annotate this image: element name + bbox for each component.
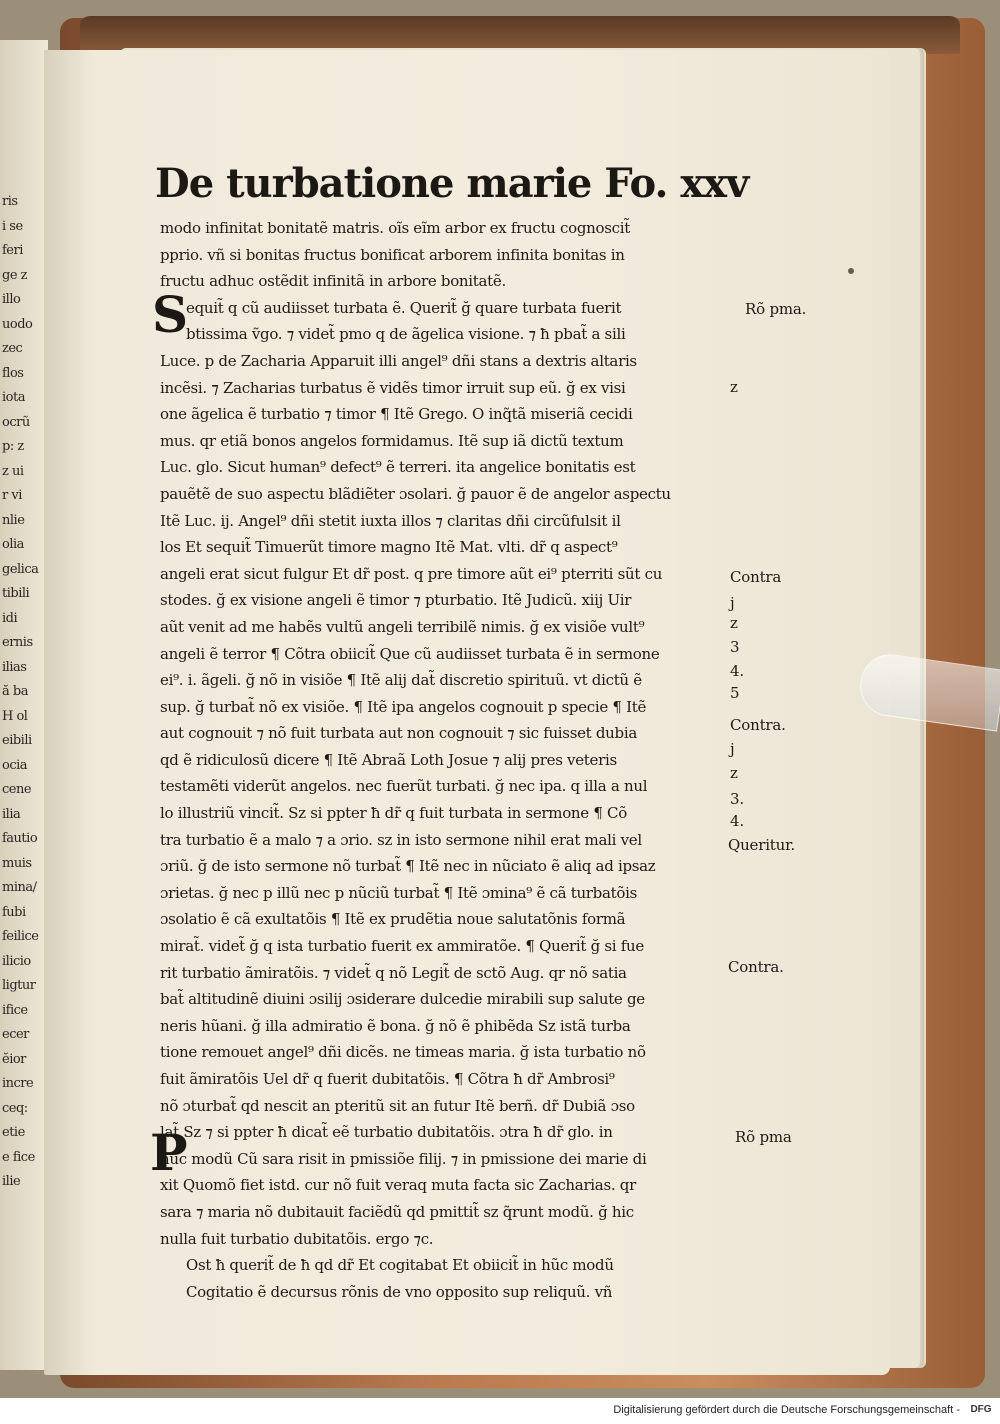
left-page-line: mina/: [2, 880, 37, 895]
margin-note: Contra.: [730, 716, 786, 734]
body-text: [160, 215, 730, 1305]
text-line: nulla fuit turbatio dubitatõis. ergo ⁊c.: [160, 1229, 434, 1248]
text-line: stodes. ğ ex visione angeli ẽ timor ⁊ pturbatio. Itẽ Judicũ. xiij Uir: [160, 591, 632, 610]
margin-note: z: [730, 764, 738, 782]
left-page-line: ă ba: [2, 684, 28, 699]
page-heading: De turbatione marie Fo. xxv: [155, 160, 749, 207]
margin-note: z: [730, 614, 738, 632]
text-line: Itẽ Luc. ij. Angel⁹ dñi stetit iuxta illos ⁊ claritas dñi circũfulsit il: [160, 511, 621, 530]
left-page-edge: [0, 40, 48, 1370]
margin-note: Queritur.: [728, 836, 795, 854]
margin-note: Rõ pma.: [745, 300, 807, 318]
text-line: equit̃ q cũ audiisset turbata ẽ. Querit̃ ğ quare turbata fuerit: [186, 298, 622, 317]
text-line: Luce. p de Zacharia Apparuit illi angel⁹ dñi stans a dextris altaris: [160, 351, 637, 370]
left-page-line: r vi: [2, 488, 22, 503]
text-line: bat̃ altitudinẽ diuini ɔsilij ɔsiderare dulcedie mirabili sup salute ge: [160, 990, 645, 1009]
left-page-line: ocia: [2, 757, 28, 773]
text-line: pauẽtẽ de suo aspectu blãdiẽter ɔsolari. ğ pauor ẽ de angelor aspectu: [160, 484, 671, 503]
margin-note: j: [730, 740, 735, 758]
left-page-line: flos: [2, 365, 24, 381]
left-page-line: iota: [2, 390, 25, 405]
text-line: Luc. glo. Sicut human⁹ defect⁹ ẽ terreri. ita angelice bonitatis est: [160, 458, 636, 477]
left-page-line: ligtur: [2, 978, 36, 993]
text-line: lat̃ Sz ⁊ si ppter ħ dicat̃ eẽ turbatio dubitatõis. ɔtra ħ dr̃ glo. in: [160, 1123, 613, 1142]
left-page-line: feri: [2, 243, 23, 258]
footer-bar: [0, 1398, 1000, 1424]
margin-note: 3: [730, 638, 740, 656]
text-line: tra turbatio ẽ a malo ⁊ a ɔrio. sz in isto sermone nihil erat mali vel: [160, 830, 642, 849]
text-line: mirat̃. videt̃ ğ q ista turbatio fuerit ex ammiratõe. ¶ Querit̃ ğ si fue: [160, 937, 644, 956]
text-line: rit turbatio ãmiratõis. ⁊ videt̃ q nõ Legit̃ de sctõ Aug. qr nõ satia: [160, 963, 627, 982]
left-page-line: fautio: [2, 831, 38, 846]
left-page-line: H ol: [2, 708, 28, 724]
text-line: neris hũani. ğ illa admiratio ẽ bona. ğ nõ ẽ phibẽda Sz istã turba: [160, 1016, 631, 1035]
left-page-line: fubi: [2, 904, 26, 920]
text-line: ei⁹. i. ãgeli. ğ nõ in visiõe ¶ Itẽ alij dat̃ discretio spirituũ. vt dictũ ẽ: [160, 671, 642, 690]
left-page-line: idi: [2, 610, 18, 626]
text-line: mus. qr etiã bonos angelos formidamus. Itẽ sup iã dictũ textum: [160, 431, 624, 450]
margin-note: 5: [730, 684, 740, 702]
left-page-line: cene: [2, 782, 32, 797]
text-line: sara ⁊ maria nõ dubitauit faciẽdũ qd pmittit̃ sz q̃runt modũ. ğ hic: [160, 1202, 634, 1221]
text-line: lo illustriũ vincit̃. Sz si ppter ħ dr̃ q fuit turbata in sermone ¶ Cõ: [160, 804, 627, 823]
text-line: xit Quomõ fiet istd. cur nõ fuit veraq muta facta sic Zacharias. qr: [160, 1176, 636, 1195]
text-line: hũc modũ Cũ sara risit in pmissiõe filij. ⁊ in pmissione dei marie di: [160, 1149, 647, 1168]
text-line: ɔriũ. ğ de isto sermone nõ turbat̃ ¶ Itẽ nec in nũciato ẽ aliq ad ipsaz: [160, 857, 656, 876]
left-page-line: ilie: [2, 1174, 21, 1189]
left-page-line: ifice: [2, 1002, 28, 1018]
left-page-line: ocrũ: [2, 414, 30, 430]
text-line: nõ ɔturbat̃ qd nescit an pteritũ sit an futur Itẽ berñ. dr̃ Dubiã ɔso: [160, 1096, 635, 1115]
margin-note: Contra: [730, 568, 782, 586]
left-page-line: ĕior: [2, 1051, 26, 1067]
text-line: testamẽti viderũt angelos. nec fuerũt turbati. ğ nec ipa. q illa a nul: [160, 777, 648, 796]
initial-letter-s: S: [152, 285, 189, 344]
left-page-line: zec: [2, 341, 23, 356]
text-line: btissima ṽgo. ⁊ videt̃ pmo q de ãgelica visione. ⁊ ħ pbat̃ a sili: [186, 325, 626, 344]
left-page-line: eibili: [2, 733, 32, 748]
left-page-line: ge z: [2, 267, 27, 283]
left-page-line: ecer: [2, 1027, 29, 1042]
left-page-fragments: [2, 190, 48, 1195]
text-line: fuit ãmiratõis Uel dr̃ q fuerit dubitatõis. ¶ Cõtra ħ dr̃ Ambrosi⁹: [160, 1070, 615, 1088]
text-line: tione remouet angel⁹ dñi dicẽs. ne timeas maria. ğ ista turbatio nõ: [160, 1043, 646, 1062]
text-line: incẽsi. ⁊ Zacharias turbatus ẽ vidẽs timor irruit sup eũ. ğ ex visi: [160, 378, 626, 397]
margin-note: j: [730, 594, 735, 612]
text-line: aut cognouit ⁊ nõ fuit turbata aut non cognouit ⁊ sic fuisset dubia: [160, 724, 637, 743]
initial-letter-p: P: [150, 1123, 188, 1182]
left-page-line: ernis: [2, 635, 33, 650]
left-page-line: illo: [2, 292, 21, 307]
margin-note: 4.: [730, 812, 744, 830]
margin-note: 3.: [730, 790, 744, 808]
margin-note: z: [730, 378, 738, 396]
text-line: los Et sequit̃ Timuerũt timore magno Itẽ Mat. vlti. dr̃ q aspect⁹: [160, 538, 618, 557]
text-line: qd ẽ ridiculosũ dicere ¶ Itẽ Abraã Loth Josue ⁊ alij pres veteris: [160, 750, 617, 769]
text-line: ɔrietas. ğ nec p illũ nec p nũciũ turbat̃ ¶ Itẽ ɔmina⁹ ẽ cã turbatõis: [160, 883, 637, 902]
text-line: aũt venit ad me habẽs vultũ angeli terribilẽ nimis. ğ ex visiõe vult⁹: [160, 617, 645, 636]
text-line: pprio. vñ si bonitas fructus bonificat arborem infinita bonitas in: [160, 245, 625, 264]
text-line: fructu adhuc ostẽdit infinitã in arbore bonitatẽ.: [160, 272, 506, 291]
left-page-line: ris: [2, 194, 18, 209]
margin-note: 4.: [730, 662, 744, 680]
footer-credit: Digitalisierung gefördert durch die Deutsche Forschungsgemeinschaft -: [613, 1404, 960, 1416]
left-page-line: olia: [2, 537, 24, 552]
left-page-line: i se: [2, 218, 23, 234]
left-page-line: nlie: [2, 512, 25, 528]
text-line: angeli ẽ terror ¶ Cõtra obiicit̃ Que cũ audiisset turbata ẽ in sermone: [160, 644, 660, 663]
paper-speck: [848, 268, 854, 274]
left-page-line: ceq:: [2, 1100, 28, 1116]
left-page-line: gelica: [2, 561, 39, 577]
text-line: Ost ħ querit̃ de ħ qd dr̃ Et cogitabat Et obiicit̃ in hũc modũ: [186, 1256, 614, 1275]
left-page-line: e fice: [2, 1149, 35, 1165]
margin-note: Rõ pma: [735, 1128, 792, 1146]
left-page-line: ilicio: [2, 953, 31, 969]
text-line: sup. ğ turbat̃ nõ ex visiõe. ¶ Itẽ ipa angelos cognouit p specie ¶ Itẽ: [160, 697, 647, 716]
left-page-line: uodo: [2, 316, 33, 332]
left-page-line: incre: [2, 1076, 34, 1091]
dfg-logo: DFG: [970, 1404, 992, 1415]
left-page-line: ilias: [2, 659, 27, 675]
margin-note: Contra.: [728, 958, 784, 976]
left-page-line: z ui: [2, 463, 24, 479]
text-line: modo infinitat bonitatẽ matris. oĩs eĩm arbor ex fructu cognoscit̃: [160, 219, 630, 237]
left-page-line: etie: [2, 1125, 25, 1140]
left-page-line: muis: [2, 855, 32, 871]
left-page-line: ilia: [2, 806, 21, 822]
text-line: Cogitatio ẽ decursus rõnis de vno opposito sup reliquũ. vñ: [186, 1282, 613, 1301]
left-page-line: p: z: [2, 439, 24, 454]
text-line: ɔsolatio ẽ cã exultatõis ¶ Itẽ ex prudẽtia noue salutatõnis formã: [160, 910, 626, 929]
text-line: angeli erat sicut fulgur Et dr̃ post. q pre timore aũt ei⁹ pterriti sũt cu: [160, 564, 663, 583]
left-page-line: tibili: [2, 586, 30, 601]
left-page-line: feilice: [2, 929, 39, 944]
text-line: one ãgelica ẽ turbatio ⁊ timor ¶ Itẽ Grego. O inq̃tã miseriã cecidi: [160, 405, 633, 424]
